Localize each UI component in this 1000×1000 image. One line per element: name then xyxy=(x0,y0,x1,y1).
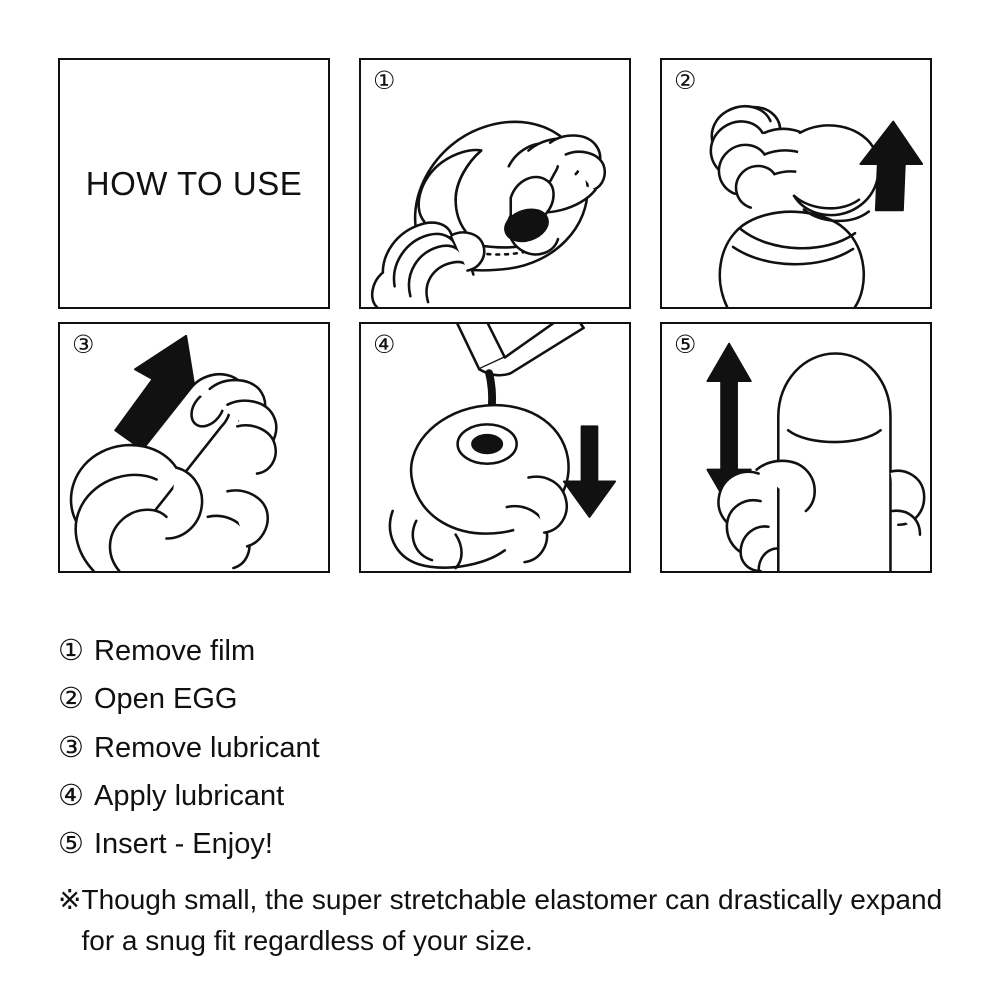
panel-number-1: ① xyxy=(373,66,396,95)
caption-step-5 xyxy=(58,825,958,862)
panel-step-4 xyxy=(359,322,631,573)
caption-number-3: ③ xyxy=(58,729,84,764)
caption-label-2: Open EGG xyxy=(94,683,238,716)
footnote xyxy=(58,880,958,961)
caption-label-1: Remove film xyxy=(94,635,256,667)
caption-number-1: ① xyxy=(58,633,84,667)
panel-step-1 xyxy=(359,58,631,309)
panel-number-5: ⑤ xyxy=(674,330,697,359)
caption-number-4: ④ xyxy=(58,777,84,812)
page-title: HOW TO USE xyxy=(85,164,303,202)
caption-step-2 xyxy=(58,680,958,717)
illustration-open-egg xyxy=(662,60,930,307)
footnote-text: Though small, the super stretchable elastomer can drastically expand for a snug fit regardless of your size. xyxy=(81,884,943,956)
panel-number-4: ④ xyxy=(373,330,396,359)
panel-title xyxy=(58,58,330,309)
panel-step-3 xyxy=(58,322,330,573)
panel-number-3: ③ xyxy=(72,330,95,359)
caption-label-5: Insert - Enjoy! xyxy=(94,828,273,860)
caption-number-2: ② xyxy=(58,681,84,716)
caption-step-1 xyxy=(58,632,958,669)
illustration-insert-enjoy xyxy=(662,324,930,571)
illustration-remove-lubricant xyxy=(60,324,328,571)
panel-step-5 xyxy=(660,322,932,573)
caption-label-3: Remove lubricant xyxy=(94,731,320,764)
caption-step-4 xyxy=(58,777,958,814)
caption-label-4: Apply lubricant xyxy=(94,779,285,812)
illustration-apply-lubricant xyxy=(361,324,629,571)
panel-step-2 xyxy=(660,58,932,309)
caption-number-5: ⑤ xyxy=(58,826,84,860)
caption-step-3 xyxy=(58,729,958,766)
panel-grid xyxy=(58,58,942,573)
step-caption-list xyxy=(58,632,958,961)
illustration-remove-film xyxy=(361,60,629,307)
footnote-mark: ※ xyxy=(58,883,82,917)
panel-number-2: ② xyxy=(674,66,697,95)
